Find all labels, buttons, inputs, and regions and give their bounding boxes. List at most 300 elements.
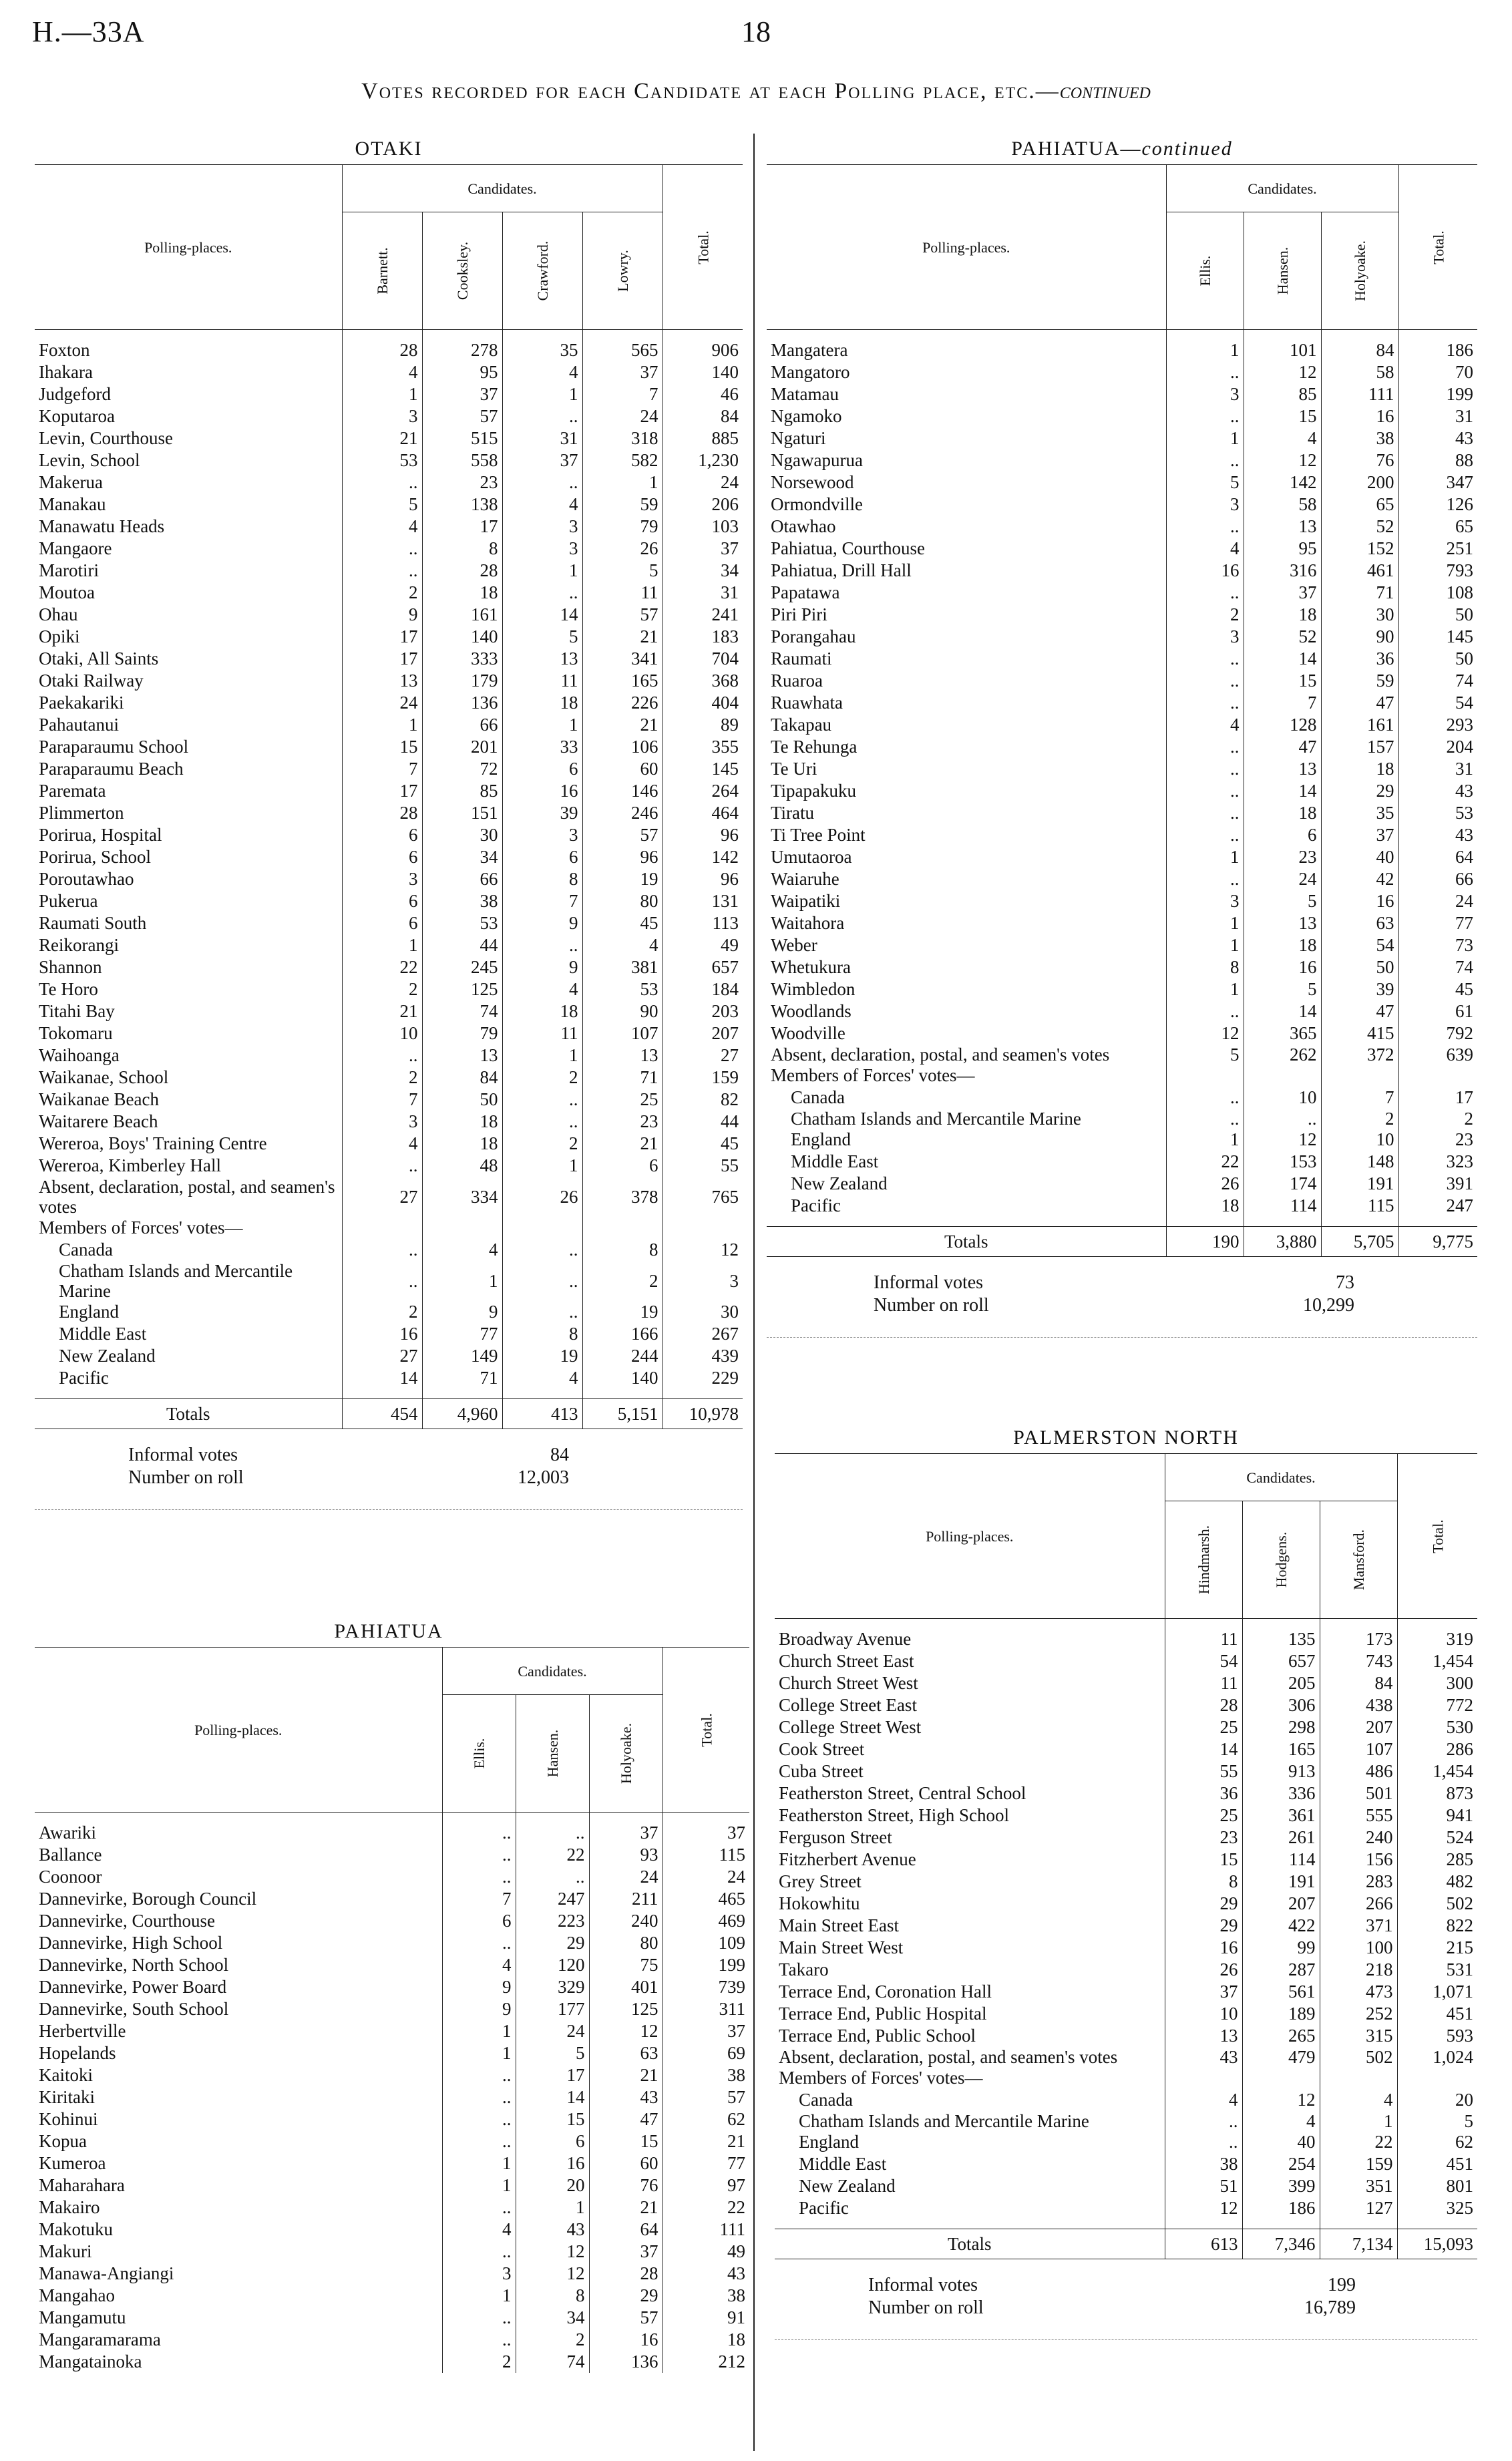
row-total: 74 xyxy=(1398,670,1477,692)
row-total: 704 xyxy=(663,648,743,670)
candidate-votes: 5 xyxy=(1166,471,1244,494)
candidate-votes: 51 xyxy=(1165,2175,1242,2197)
polling-place-label: Marotiri xyxy=(39,560,99,580)
table-row xyxy=(767,339,1477,361)
candidate-votes: 318 xyxy=(582,427,663,449)
candidate-votes: 240 xyxy=(589,1910,663,1932)
candidate-votes: 149 xyxy=(422,1345,502,1367)
row-total: 115 xyxy=(663,1844,749,1866)
row-total: 206 xyxy=(663,494,743,516)
row-total: 323 xyxy=(1398,1151,1477,1173)
polling-place-name xyxy=(767,692,1166,714)
candidate-votes: 3 xyxy=(442,2263,516,2285)
candidate-votes: 245 xyxy=(422,956,502,978)
table-row xyxy=(35,714,743,736)
total-header-label: Total. xyxy=(694,230,711,264)
table-row xyxy=(35,2241,749,2263)
table-row xyxy=(767,1045,1477,1065)
row-total: 765 xyxy=(663,1177,743,1217)
total-header xyxy=(663,165,743,330)
polling-place-label: Coonoor xyxy=(39,1867,102,1887)
row-total: 531 xyxy=(1397,1959,1477,1981)
table-row xyxy=(35,1954,749,1976)
candidate-votes: 3 xyxy=(1166,890,1244,912)
row-total: 62 xyxy=(663,2108,749,2130)
candidate-votes: 8 xyxy=(1165,1871,1242,1893)
polling-place-name xyxy=(35,2263,442,2285)
polling-place-name xyxy=(35,2108,442,2130)
table-row xyxy=(35,2174,749,2197)
row-total: 22 xyxy=(663,2197,749,2219)
candidate-votes: 12 xyxy=(1244,1129,1321,1151)
row-total: 1,071 xyxy=(1397,1981,1477,2003)
row-total: 319 xyxy=(1397,1628,1477,1650)
candidate-votes: 5 xyxy=(516,2042,589,2064)
table-row xyxy=(767,670,1477,692)
polling-place-label: Manawa-Angiangi xyxy=(39,2263,174,2283)
candidate-votes: 365 xyxy=(1244,1022,1321,1045)
polling-place-name xyxy=(35,1089,342,1111)
polling-place-name xyxy=(35,582,342,604)
polling-place-name xyxy=(35,714,342,736)
candidate-votes: 486 xyxy=(1320,1760,1397,1782)
row-total: 183 xyxy=(663,626,743,648)
table-row xyxy=(35,2086,749,2108)
polling-place-label: Chatham Islands and Mercantile Marine xyxy=(59,1261,293,1301)
polling-place-label: Raumati xyxy=(771,648,832,669)
polling-place-label: Canada xyxy=(791,1087,845,1107)
row-total: 111 xyxy=(663,2219,749,2241)
candidate-votes: 200 xyxy=(1321,471,1398,494)
candidate-votes: 28 xyxy=(589,2263,663,2285)
candidate-votes: 2 xyxy=(442,2351,516,2373)
table-row xyxy=(767,471,1477,494)
candidate-votes: 479 xyxy=(1242,2047,1320,2067)
row-total: 639 xyxy=(1398,1045,1477,1065)
candidate-votes: 261 xyxy=(1242,1827,1320,1849)
candidate-votes: .. xyxy=(442,2241,516,2263)
candidate-votes: 135 xyxy=(1242,1628,1320,1650)
candidate-votes: 18 xyxy=(1321,758,1398,780)
votes-table xyxy=(775,1453,1477,2259)
row-total: 50 xyxy=(1398,604,1477,626)
candidate-votes xyxy=(1166,1065,1244,1087)
polling-place-name xyxy=(767,1045,1166,1065)
polling-place-label: Members of Forces' votes— xyxy=(771,1065,975,1085)
table-row xyxy=(35,1301,743,1323)
table-row xyxy=(767,978,1477,1000)
polling-place-name xyxy=(767,560,1166,582)
polling-place-name xyxy=(35,2219,442,2241)
candidate-votes: 43 xyxy=(589,2086,663,2108)
table-row xyxy=(35,2020,749,2042)
polling-place-name xyxy=(767,1087,1166,1109)
number-on-roll xyxy=(35,1467,743,1489)
row-total: 46 xyxy=(663,383,743,405)
polling-place-name xyxy=(775,1849,1165,1871)
candidate-votes: 913 xyxy=(1242,1760,1320,1782)
row-total: 204 xyxy=(1398,736,1477,758)
row-total: 145 xyxy=(663,758,743,780)
candidate-votes: 107 xyxy=(582,1022,663,1045)
row-total: 70 xyxy=(1398,361,1477,383)
row-total: 126 xyxy=(1398,494,1477,516)
polling-place-label: Mangatera xyxy=(771,340,848,360)
polling-place-name xyxy=(35,604,342,626)
candidate-votes: 22 xyxy=(342,956,422,978)
polling-place-name xyxy=(767,383,1166,405)
polling-place-label: Umutaoroa xyxy=(771,847,852,867)
polling-place-label: Ferguson Street xyxy=(779,1827,892,1847)
row-total: 285 xyxy=(1397,1849,1477,1871)
polling-place-label: Members of Forces' votes— xyxy=(779,2068,983,2088)
candidate-votes: 24 xyxy=(516,2020,589,2042)
candidate-votes: 4 xyxy=(1166,714,1244,736)
polling-place-label: Mangahao xyxy=(39,2285,115,2305)
candidate-votes: .. xyxy=(502,1301,582,1323)
candidate-votes: 201 xyxy=(422,736,502,758)
row-total: 89 xyxy=(663,714,743,736)
polling-place-name xyxy=(767,912,1166,934)
polling-place-label: Judgeford xyxy=(39,384,111,404)
candidate-votes: 23 xyxy=(422,471,502,494)
row-total: 739 xyxy=(663,1976,749,1998)
candidate-votes: 422 xyxy=(1242,1915,1320,1937)
row-total: 482 xyxy=(1397,1871,1477,1893)
table-row xyxy=(775,1849,1477,1871)
polling-place-name xyxy=(775,2047,1165,2067)
candidate-votes: 19 xyxy=(502,1345,582,1367)
polling-place-label: Piri Piri xyxy=(771,604,827,624)
polling-place-label: Pahautanui xyxy=(39,715,119,735)
candidate-votes: 14 xyxy=(502,604,582,626)
total-header-label: Total. xyxy=(1429,230,1447,264)
polling-place-name xyxy=(767,1173,1166,1195)
candidate-votes: .. xyxy=(502,1239,582,1261)
polling-place-label: Hokowhitu xyxy=(779,1893,860,1913)
polling-place-name xyxy=(35,1910,442,1932)
table-row xyxy=(35,538,743,560)
row-total: 873 xyxy=(1397,1782,1477,1805)
otaki-section xyxy=(35,134,743,1510)
candidate-votes: .. xyxy=(1166,582,1244,604)
polling-place-name xyxy=(35,1932,442,1954)
candidate-votes: 142 xyxy=(1244,471,1321,494)
row-total: 229 xyxy=(663,1367,743,1389)
candidate-votes: 71 xyxy=(422,1367,502,1389)
candidate-votes: 26 xyxy=(1165,1959,1242,1981)
candidate-votes: 21 xyxy=(342,1000,422,1022)
candidate-votes: 54 xyxy=(1321,934,1398,956)
candidate-votes: 47 xyxy=(1321,692,1398,714)
total-header xyxy=(663,1648,749,1813)
candidate-votes: 13 xyxy=(1165,2025,1242,2047)
polling-place-name xyxy=(767,956,1166,978)
table-row xyxy=(35,1888,749,1910)
table-row xyxy=(35,1261,743,1301)
candidate-votes: 4 xyxy=(582,934,663,956)
polling-place-label: Otaki, All Saints xyxy=(39,648,159,669)
candidate-votes: 27 xyxy=(342,1177,422,1217)
table-row xyxy=(775,1915,1477,1937)
candidate-votes: 6 xyxy=(502,846,582,868)
candidate-votes: 12 xyxy=(1244,361,1321,383)
table-row xyxy=(775,2003,1477,2025)
total-header xyxy=(1398,165,1477,330)
candidate-votes: .. xyxy=(1166,648,1244,670)
candidate-votes: .. xyxy=(502,1261,582,1301)
polling-place-name xyxy=(35,824,342,846)
polling-place-name xyxy=(35,2174,442,2197)
table-row xyxy=(35,956,743,978)
candidate-votes: 11 xyxy=(1165,1628,1242,1650)
table-row xyxy=(767,1065,1477,1087)
table-row xyxy=(35,2285,749,2307)
candidate-votes: 136 xyxy=(589,2351,663,2373)
section-title-text: PAHIATUA— xyxy=(1011,138,1142,160)
row-total: 24 xyxy=(1398,890,1477,912)
candidate-votes: 57 xyxy=(582,604,663,626)
row-total: 311 xyxy=(663,1998,749,2020)
candidate-votes: 140 xyxy=(582,1367,663,1389)
polling-place-label: Fitzherbert Avenue xyxy=(779,1849,916,1869)
candidate-votes: 84 xyxy=(1321,339,1398,361)
candidate-votes: 11 xyxy=(582,582,663,604)
candidate-votes: 2 xyxy=(342,1301,422,1323)
candidate-header xyxy=(1320,1501,1397,1619)
candidate-votes: 23 xyxy=(582,1111,663,1133)
candidate-votes: 6 xyxy=(516,2130,589,2152)
candidate-votes: 16 xyxy=(516,2152,589,2174)
candidate-votes: 27 xyxy=(342,1345,422,1367)
polling-place-label: Mangaramarama xyxy=(39,2329,161,2349)
polling-place-name xyxy=(767,670,1166,692)
polling-place-label: Paremata xyxy=(39,781,106,801)
polling-place-label: Dannevirke, South School xyxy=(39,1999,229,2019)
candidate-votes: .. xyxy=(502,582,582,604)
candidate-votes: 64 xyxy=(589,2219,663,2241)
row-total: 38 xyxy=(663,2064,749,2086)
candidate-votes: 13 xyxy=(1244,912,1321,934)
candidate-votes: 501 xyxy=(1320,1782,1397,1805)
candidate-votes: 28 xyxy=(342,802,422,824)
row-total: 822 xyxy=(1397,1915,1477,1937)
candidate-votes: 1 xyxy=(1166,934,1244,956)
polling-place-label: Hopelands xyxy=(39,2043,116,2063)
polling-place-label: Dannevirke, North School xyxy=(39,1955,229,1975)
candidate-votes: 35 xyxy=(502,339,582,361)
candidate-votes: 4 xyxy=(502,494,582,516)
candidate-votes: 85 xyxy=(422,780,502,802)
candidate-votes: 18 xyxy=(422,1111,502,1133)
row-total: 50 xyxy=(1398,648,1477,670)
candidate-votes: 1 xyxy=(516,2197,589,2219)
candidate-votes: 315 xyxy=(1320,2025,1397,2047)
candidate-name: Holyoake. xyxy=(1351,240,1368,302)
candidate-votes: 161 xyxy=(1321,714,1398,736)
candidate-votes: 561 xyxy=(1242,1981,1320,2003)
row-total: 66 xyxy=(1398,868,1477,890)
candidate-votes: 12 xyxy=(1242,2089,1320,2111)
candidate-total: 5,705 xyxy=(1321,1227,1398,1257)
polling-place-name xyxy=(35,2064,442,2086)
candidate-votes: 2 xyxy=(516,2329,589,2351)
polling-place-label: Ohau xyxy=(39,604,78,624)
candidate-votes: 4 xyxy=(502,361,582,383)
polling-place-name xyxy=(35,2351,442,2373)
polling-place-label: Chatham Islands and Mercantile Marine xyxy=(791,1109,1081,1129)
polling-place-label: Cuba Street xyxy=(779,1761,864,1781)
candidate-votes: 3 xyxy=(1166,626,1244,648)
polling-place-name xyxy=(775,2175,1165,2197)
row-total: 34 xyxy=(663,560,743,582)
candidate-votes: 95 xyxy=(422,361,502,383)
polling-place-label: Paekakariki xyxy=(39,693,124,713)
polling-place-name xyxy=(775,2003,1165,2025)
candidate-votes: 38 xyxy=(1165,2153,1242,2175)
candidate-votes: 3 xyxy=(502,538,582,560)
number-on-roll-value: 12,003 xyxy=(518,1467,569,1488)
candidate-votes: 85 xyxy=(1244,383,1321,405)
section-separator xyxy=(775,2339,1477,2340)
polling-place-name xyxy=(775,2197,1165,2219)
totals-label: Totals xyxy=(767,1227,1166,1257)
candidate-votes: 15 xyxy=(516,2108,589,2130)
table-row xyxy=(35,1089,743,1111)
candidate-votes: 1 xyxy=(1166,1129,1244,1151)
table-row xyxy=(35,2064,749,2086)
row-total: 391 xyxy=(1398,1173,1477,1195)
row-total: 524 xyxy=(1397,1827,1477,1849)
table-row xyxy=(775,2067,1477,2089)
row-total: 355 xyxy=(663,736,743,758)
candidate-votes: 12 xyxy=(1244,449,1321,471)
candidate-votes: 3 xyxy=(1166,383,1244,405)
candidate-name: Hansen. xyxy=(1274,246,1291,295)
table-row xyxy=(35,2219,749,2241)
polling-place-label: Pahiatua, Drill Hall xyxy=(771,560,912,580)
row-total: 69 xyxy=(663,2042,749,2064)
candidate-votes: .. xyxy=(1166,692,1244,714)
table-row xyxy=(775,2131,1477,2153)
polling-place-name xyxy=(775,1760,1165,1782)
informal-votes xyxy=(775,2274,1477,2297)
polling-place-label: College Street West xyxy=(779,1717,922,1737)
candidate-votes: 18 xyxy=(1244,604,1321,626)
row-total: 108 xyxy=(1398,582,1477,604)
table-row xyxy=(35,2108,749,2130)
candidate-votes: .. xyxy=(442,1932,516,1954)
polling-place-name xyxy=(767,538,1166,560)
candidate-votes: 2 xyxy=(342,1067,422,1089)
candidate-votes: .. xyxy=(1165,2111,1242,2131)
polling-place-name xyxy=(35,383,342,405)
table-row xyxy=(35,516,743,538)
candidate-votes: 24 xyxy=(582,405,663,427)
candidate-votes: 8 xyxy=(582,1239,663,1261)
totals-label: Totals xyxy=(775,2229,1165,2259)
candidate-votes: 115 xyxy=(1321,1195,1398,1217)
candidate-votes: 7 xyxy=(582,383,663,405)
table-row xyxy=(767,736,1477,758)
candidate-votes: 53 xyxy=(342,449,422,471)
polling-place-label: Dannevirke, High School xyxy=(39,1933,223,1953)
candidate-votes: 179 xyxy=(422,670,502,692)
table-row xyxy=(767,714,1477,736)
table-row xyxy=(767,427,1477,449)
candidate-votes: 74 xyxy=(516,2351,589,2373)
candidate-votes: 336 xyxy=(1242,1782,1320,1805)
row-total: 30 xyxy=(663,1301,743,1323)
polling-place-name xyxy=(767,494,1166,516)
candidate-votes: 11 xyxy=(1165,1672,1242,1694)
section-title xyxy=(35,134,743,164)
candidate-votes: 43 xyxy=(516,2219,589,2241)
candidate-votes: 40 xyxy=(1242,2131,1320,2153)
candidate-votes: 80 xyxy=(589,1932,663,1954)
candidate-votes: 438 xyxy=(1320,1694,1397,1716)
row-total: 21 xyxy=(663,2130,749,2152)
candidate-votes: 42 xyxy=(1321,868,1398,890)
candidate-votes: 341 xyxy=(582,648,663,670)
polling-place-name xyxy=(35,427,342,449)
candidate-name: Hindmarsh. xyxy=(1195,1525,1212,1595)
table-row xyxy=(775,2175,1477,2197)
votes-table xyxy=(35,1647,749,2373)
candidate-votes: .. xyxy=(1166,449,1244,471)
candidate-votes: 211 xyxy=(589,1888,663,1910)
row-total: 131 xyxy=(663,890,743,912)
polling-place-name xyxy=(35,2307,442,2329)
candidate-votes: 21 xyxy=(589,2064,663,2086)
candidates-header: Candidates. xyxy=(1166,165,1398,212)
candidate-votes: 37 xyxy=(1244,582,1321,604)
polling-place-label: Mangamutu xyxy=(39,2307,126,2327)
row-total: 62 xyxy=(1397,2131,1477,2153)
candidate-header xyxy=(422,212,502,330)
candidate-votes: 21 xyxy=(342,427,422,449)
table-row xyxy=(35,780,743,802)
polling-place-name xyxy=(775,2153,1165,2175)
candidate-votes: 10 xyxy=(342,1022,422,1045)
polling-place-name xyxy=(35,339,342,361)
table-row xyxy=(35,2152,749,2174)
candidate-votes: 1 xyxy=(1166,912,1244,934)
polling-place-label: Middle East xyxy=(799,2154,887,2174)
polling-place-name xyxy=(767,449,1166,471)
candidate-votes: 4 xyxy=(1320,2089,1397,2111)
row-total: 293 xyxy=(1398,714,1477,736)
candidate-votes: 161 xyxy=(422,604,502,626)
candidate-votes: 43 xyxy=(1165,2047,1242,2067)
table-row xyxy=(35,1217,743,1239)
table-row xyxy=(35,2351,749,2373)
table-row xyxy=(775,1937,1477,1959)
candidate-votes: 153 xyxy=(1244,1151,1321,1173)
polling-places-header: Polling-places. xyxy=(922,238,1010,256)
candidate-votes: 79 xyxy=(582,516,663,538)
candidate-votes: 9 xyxy=(502,956,582,978)
candidate-votes: 4 xyxy=(1242,2111,1320,2131)
table-row xyxy=(767,1087,1477,1109)
polling-place-label: Middle East xyxy=(59,1324,147,1344)
candidate-votes: 29 xyxy=(1321,780,1398,802)
candidate-votes: 378 xyxy=(582,1177,663,1217)
table-row xyxy=(767,1151,1477,1173)
polling-place-name xyxy=(35,471,342,494)
candidate-votes: 265 xyxy=(1242,2025,1320,2047)
table-row xyxy=(35,824,743,846)
